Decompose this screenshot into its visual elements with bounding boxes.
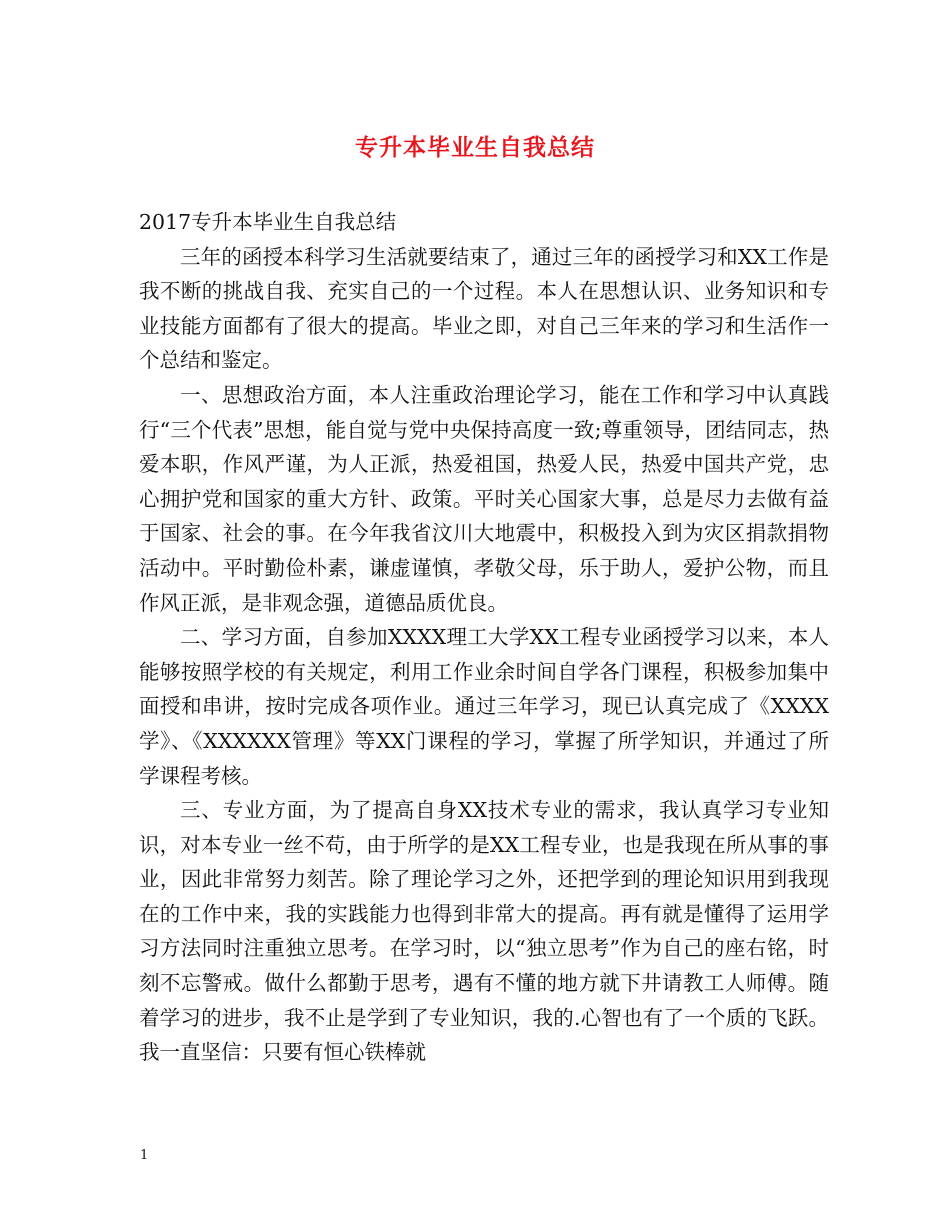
page-number: 1 xyxy=(140,1148,149,1163)
paragraph-study: 二、学习方面，自参加XXXX理工大学XX工程专业函授学习以来，本人能够按照学校的有关规定，利用工作业余时间自学各门课程，积极参加集中面授和串讲，按时完成各项作业。通过三年学习，现已认真完成了《XXXX学》、《XXXXXX管理》等XX门课程的学习，掌握了所学知识，并通过了所学课程考核。 xyxy=(139,625,829,788)
paragraph-political: 一、思想政治方面，本人注重政治理论学习，能在工作和学习中认真践行“三个代表”思想，能自觉与党中央保持高度一致;尊重领导，团结同志，热爱本职，作风严谨，为人正派，热爱祖国，热爱人民，热爱中国共产党，忠心拥护党和国家的重大方针、政策。平时关心国家大事，总是尽力去做有益于国家、社会的事。在今年我省汶川大地震中，积极投入到为灾区捐款捐物活动中。平时勤俭朴素，谦虚谨慎，孝敬父母，乐于助人，爱护公物，而且作风正派，是非观念强，道德品质优良。 xyxy=(139,382,829,615)
paragraph-professional: 三、专业方面，为了提高自身XX技术专业的需求，我认真学习专业知识，对本专业一丝不苟，由于所学的是XX工程专业，也是我现在所从事的事业，因此非常努力刻苦。除了理论学习之外，还把学到的理论知识用到我现在的工作中来，我的实践能力也得到非常大的提高。再有就是懂得了运用学习方法同时注重独立思考。在学习时，以“独立思考”作为自己的座右铭，时刻不忘警戒。做什么都勤于思考，遇有不懂的地方就下井请教工人师傅。随着学习的进步，我不止是学到了专业知识，我的.心智也有了一个质的飞跃。我一直坚信：只要有恒心铁棒就 xyxy=(139,798,829,1065)
document-title: 专升本毕业生自我总结 xyxy=(355,134,595,161)
document-subtitle: 2017专升本毕业生自我总结 xyxy=(139,210,397,234)
document-body xyxy=(139,205,829,1070)
paragraph-intro: 三年的函授本科学习生活就要结束了，通过三年的函授学习和XX工作是我不断的挑战自我、充实自己的一个过程。本人在思想认识、业务知识和专业技能方面都有了很大的提高。毕业之即，对自己三年来的学习和生活作一个总结和鉴定。 xyxy=(139,244,829,373)
